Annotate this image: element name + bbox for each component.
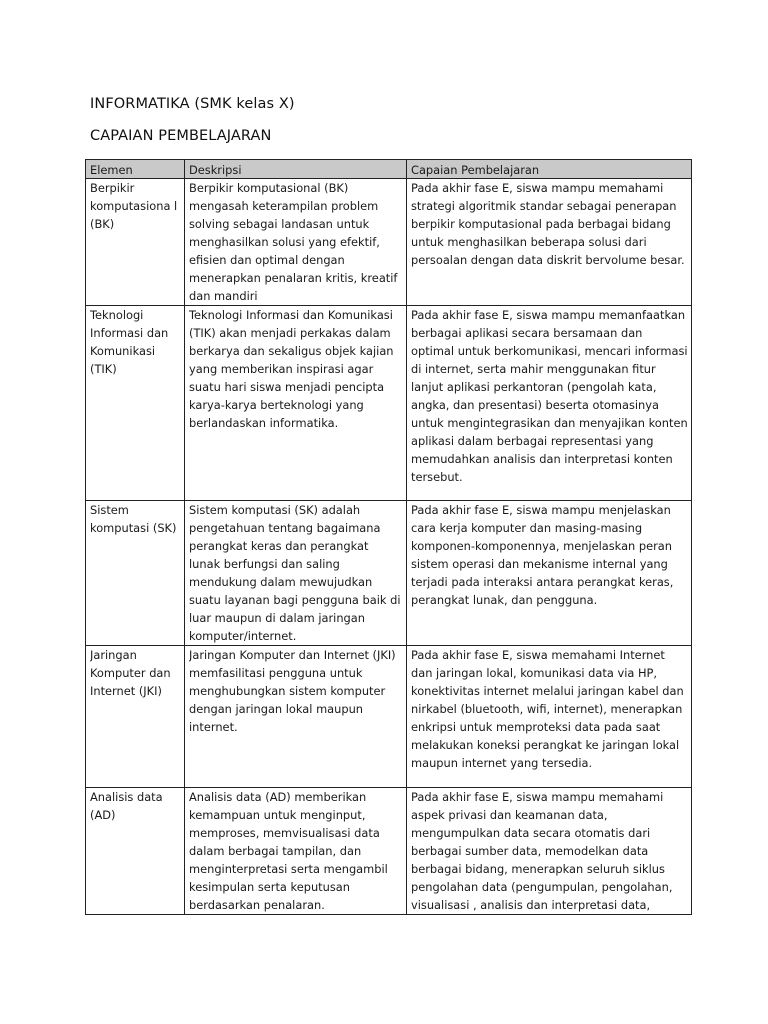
capaian-cell: Pada akhir fase E, siswa mampu menjelaskan cara kerja komputer dan masing-masing komponen-komponennya, menjelaskan peran sistem operasi dan mekanisme internal yang terjadi pada interaksi antara perangkat keras, perangkat lunak, dan pengguna.: [407, 501, 692, 646]
capaian-cell: Pada akhir fase E, siswa memahami Internet dan jaringan lokal, komunikasi data via HP, konektivitas internet melalui jaringan kabel dan nirkabel (bluetooth, wifi, internet), menerapkan enkripsi untuk memproteksi data pada saat melakukan koneksi perangkat ke jaringan lokal maupun internet yang tersedia.: [407, 646, 692, 788]
document-title: INFORMATIKA (SMK kelas X): [90, 96, 295, 112]
table-row: [86, 179, 692, 306]
deskripsi-cell: Jaringan Komputer dan Internet (JKI) memfasilitasi pengguna untuk menghubungkan sistem komputer dengan jaringan lokal maupun internet.: [185, 646, 407, 788]
deskripsi-cell: Analisis data (AD) memberikan kemampuan untuk menginput, memproses, memvisualisasi data dalam berbagai tampilan, dan menginterpretasi serta mengambil kesimpulan serta keputusan berdasarkan penalaran.: [185, 788, 407, 915]
elemen-cell: Analisis data (AD): [86, 788, 185, 915]
deskripsi-cell: Teknologi Informasi dan Komunikasi (TIK) akan menjadi perkakas dalam berkarya dan sekaligus objek kajian yang memberikan inspirasi agar suatu hari siswa menjadi pencipta karya-karya berteknologi yang berlandaskan informatika.: [185, 306, 407, 501]
section-title: CAPAIAN PEMBELAJARAN: [90, 128, 272, 144]
table-row: [86, 646, 692, 788]
deskripsi-cell: Berpikir komputasional (BK) mengasah keterampilan problem solving sebagai landasan untuk menghasilkan solusi yang efektif, efisien dan optimal dengan menerapkan penalaran kritis, kreatif dan mandiri: [185, 179, 407, 306]
capaian-cell: Pada akhir fase E, siswa mampu memahami strategi algoritmik standar sebagai penerapan berpikir komputasional pada berbagai bidang untuk menghasilkan beberapa solusi dari persoalan dengan data diskrit bervolume besar.: [407, 179, 692, 306]
table-header-row: [86, 160, 692, 179]
header-elemen: Elemen: [86, 160, 185, 179]
deskripsi-cell: Sistem komputasi (SK) adalah pengetahuan tentang bagaimana perangkat keras dan perangkat lunak berfungsi dan saling mendukung dalam mewujudkan suatu layanan bagi pengguna baik di luar maupun di dalam jaringan komputer/internet.: [185, 501, 407, 646]
table-row: [86, 788, 692, 915]
header-capaian: Capaian Pembelajaran: [407, 160, 692, 179]
table-row: [86, 306, 692, 501]
elemen-cell: Sistem komputasi (SK): [86, 501, 185, 646]
capaian-cell: Pada akhir fase E, siswa mampu memanfaatkan berbagai aplikasi secara bersamaan dan optimal untuk berkomunikasi, mencari informasi di internet, serta mahir menggunakan fitur lanjut aplikasi perkantoran (pengolah kata, angka, dan presentasi) beserta otomasinya untuk mengintegrasikan dan menyajikan konten aplikasi dalam berbagai representasi yang memudahkan analisis dan interpretasi konten tersebut.: [407, 306, 692, 501]
table-row: [86, 501, 692, 646]
header-deskripsi: Deskripsi: [185, 160, 407, 179]
elemen-cell: Teknologi Informasi dan Komunikasi (TIK): [86, 306, 185, 501]
learning-outcomes-table: [85, 159, 692, 915]
elemen-cell: Berpikir komputasiona l (BK): [86, 179, 185, 306]
elemen-cell: Jaringan Komputer dan Internet (JKI): [86, 646, 185, 788]
capaian-cell: Pada akhir fase E, siswa mampu memahami aspek privasi dan keamanan data, mengumpulkan data secara otomatis dari berbagai sumber data, memodelkan data berbagai bidang, menerapkan seluruh siklus pengolahan data (pengumpulan, pengolahan, visualisasi , analisis dan interpretasi data,: [407, 788, 692, 915]
